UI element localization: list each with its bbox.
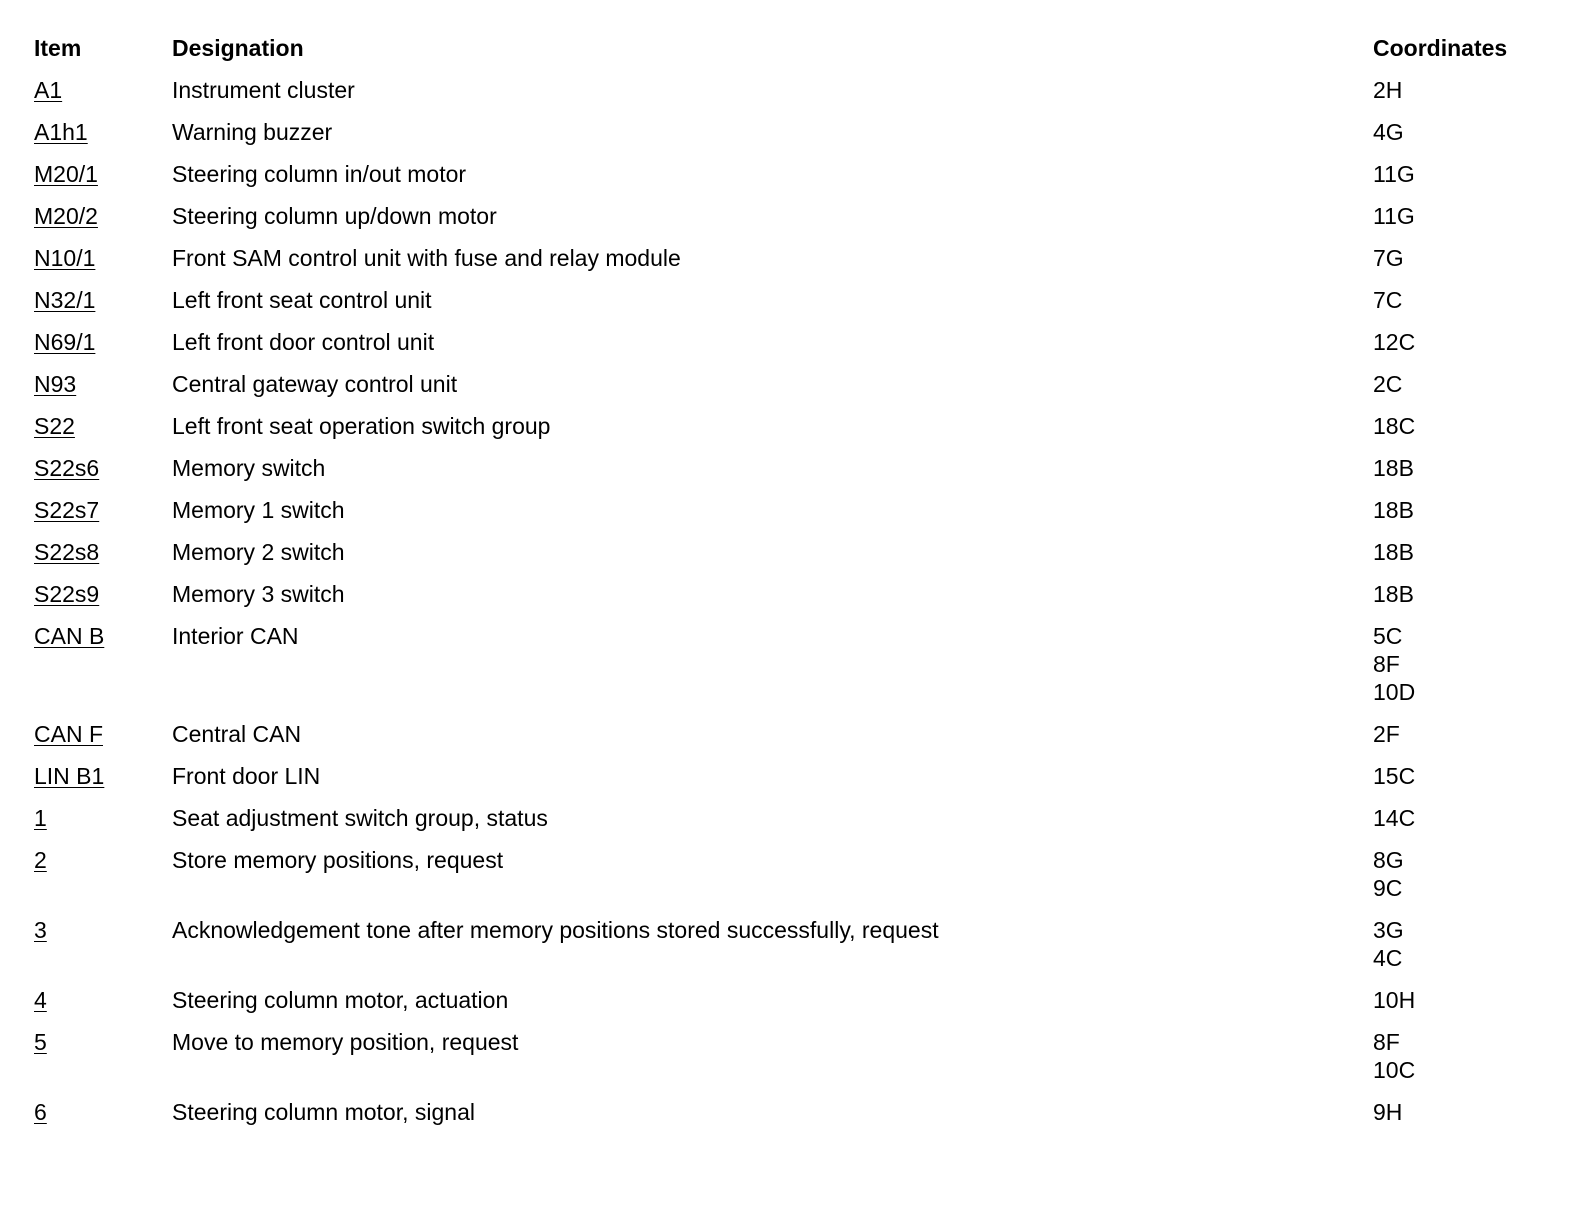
coordinate-value: 10D [1373,679,1416,705]
coordinates-cell [1373,622,1415,706]
item-link[interactable]: 2 [34,847,47,873]
item-link[interactable]: N10/1 [34,245,96,271]
coordinates-cell [1373,328,1415,356]
item-cell [34,538,99,566]
table-row [34,69,1554,111]
item-cell [34,412,75,440]
coordinate-value: 7G [1373,245,1404,271]
item-cell [34,328,95,356]
legend-header-row [34,33,1554,69]
coordinate-value: 4C [1373,945,1403,971]
designation-cell: Acknowledgement tone after memory positions stored successfully, request [172,917,939,943]
coordinate-value: 8F [1373,651,1400,677]
coordinates-cell [1373,1028,1415,1084]
coordinate-value: 10H [1373,987,1416,1013]
coordinate-value: 11G [1373,161,1415,187]
table-row [34,615,1554,713]
designation-cell: Instrument cluster [172,77,355,103]
table-row [34,979,1554,1021]
designation-cell: Steering column in/out motor [172,161,467,187]
designation-cell: Move to memory position, request [172,1029,519,1055]
item-link[interactable]: 5 [34,1029,47,1055]
item-link[interactable]: CAN F [34,721,103,747]
coordinate-value: 9H [1373,1099,1403,1125]
designation-cell: Seat adjustment switch group, status [172,805,548,831]
header-coordinates: Coordinates [1373,35,1508,61]
item-link[interactable]: 1 [34,805,47,831]
coordinates-cell [1373,804,1415,832]
table-row [34,405,1554,447]
item-cell [34,986,47,1014]
item-cell [34,370,76,398]
table-row [34,447,1554,489]
header-designation: Designation [172,35,304,61]
item-cell [34,1028,47,1056]
coordinates-cell [1373,160,1415,188]
coordinates-cell [1373,118,1404,146]
item-cell [34,202,98,230]
table-row [34,573,1554,615]
coordinates-cell [1373,762,1415,790]
coordinate-value: 4G [1373,119,1404,145]
coordinates-cell [1373,986,1415,1014]
coordinate-value: 18B [1373,539,1414,565]
coordinate-value: 2C [1373,371,1403,397]
legend-table [34,33,1554,1133]
item-link[interactable]: 3 [34,917,47,943]
table-row [34,755,1554,797]
table-row [34,909,1554,979]
coordinate-value: 11G [1373,203,1415,229]
coordinate-value: 9C [1373,875,1403,901]
item-link[interactable]: N69/1 [34,329,96,355]
item-link[interactable]: S22s9 [34,581,100,607]
item-link[interactable]: M20/1 [34,161,98,187]
table-row [34,363,1554,405]
item-link[interactable]: CAN B [34,623,105,649]
legend-rows [34,69,1554,1133]
coordinates-cell [1373,1098,1402,1126]
item-link[interactable]: S22s8 [34,539,100,565]
item-link[interactable]: S22s7 [34,497,100,523]
designation-cell: Warning buzzer [172,119,333,145]
coordinates-cell [1373,496,1414,524]
coordinates-cell [1373,580,1414,608]
item-link[interactable]: A1h1 [34,119,88,145]
item-link[interactable]: 4 [34,987,47,1013]
header-item: Item [34,35,82,61]
coordinates-cell [1373,538,1414,566]
item-cell [34,720,103,748]
table-row [34,1091,1554,1133]
item-link[interactable]: 6 [34,1099,47,1125]
table-row [34,531,1554,573]
designation-cell: Left front seat operation switch group [172,413,551,439]
item-link[interactable]: N32/1 [34,287,96,313]
designation-cell: Memory switch [172,455,326,481]
item-link[interactable]: M20/2 [34,203,98,229]
coordinate-value: 2F [1373,721,1400,747]
coordinate-value: 8G [1373,847,1404,873]
item-link[interactable]: LIN B1 [34,763,105,789]
coordinate-value: 18B [1373,497,1414,523]
coordinates-cell [1373,454,1414,482]
designation-cell: Memory 2 switch [172,539,345,565]
coordinates-cell [1373,916,1404,972]
item-link[interactable]: S22s6 [34,455,100,481]
coordinate-value: 3G [1373,917,1404,943]
coordinates-cell [1373,846,1404,902]
coordinates-cell [1373,202,1415,230]
designation-cell: Front SAM control unit with fuse and relay module [172,245,681,271]
designation-cell: Front door LIN [172,763,321,789]
coordinates-cell [1373,286,1402,314]
item-link[interactable]: S22 [34,413,75,439]
coordinate-value: 18B [1373,581,1414,607]
coordinate-value: 5C [1373,623,1403,649]
designation-cell: Interior CAN [172,623,299,649]
table-row [34,111,1554,153]
designation-cell: Memory 3 switch [172,581,345,607]
coordinates-cell [1373,412,1415,440]
table-row [34,713,1554,755]
item-cell [34,76,62,104]
item-cell [34,846,47,874]
coordinates-cell [1373,244,1404,272]
coordinate-value: 15C [1373,763,1416,789]
designation-cell: Steering column up/down motor [172,203,497,229]
designation-cell: Store memory positions, request [172,847,504,873]
coordinate-value: 2H [1373,77,1403,103]
item-cell [34,496,99,524]
item-cell [34,160,98,188]
designation-cell: Central gateway control unit [172,371,458,397]
coordinates-cell [1373,720,1400,748]
item-cell [34,244,95,272]
item-cell [34,622,104,650]
coordinate-value: 12C [1373,329,1416,355]
table-row [34,279,1554,321]
table-row [34,153,1554,195]
table-row [34,797,1554,839]
table-row [34,839,1554,909]
coordinate-value: 14C [1373,805,1416,831]
table-row [34,489,1554,531]
item-cell [34,1098,47,1126]
table-row [34,1021,1554,1091]
table-row [34,321,1554,363]
item-cell [34,454,99,482]
item-cell [34,580,99,608]
designation-cell: Memory 1 switch [172,497,345,523]
designation-cell: Left front seat control unit [172,287,432,313]
coordinates-cell [1373,76,1402,104]
coordinate-value: 18B [1373,455,1414,481]
coordinates-cell [1373,370,1402,398]
item-cell [34,916,47,944]
item-cell [34,804,47,832]
item-link[interactable]: N93 [34,371,77,397]
designation-cell: Steering column motor, actuation [172,987,509,1013]
item-link[interactable]: A1 [34,77,63,103]
coordinate-value: 18C [1373,413,1416,439]
designation-cell: Central CAN [172,721,302,747]
designation-cell: Left front door control unit [172,329,435,355]
item-cell [34,762,104,790]
item-cell [34,286,95,314]
coordinate-value: 10C [1373,1057,1416,1083]
designation-cell: Steering column motor, signal [172,1099,475,1125]
item-cell [34,118,88,146]
table-row [34,237,1554,279]
table-row [34,195,1554,237]
coordinate-value: 7C [1373,287,1403,313]
coordinate-value: 8F [1373,1029,1400,1055]
